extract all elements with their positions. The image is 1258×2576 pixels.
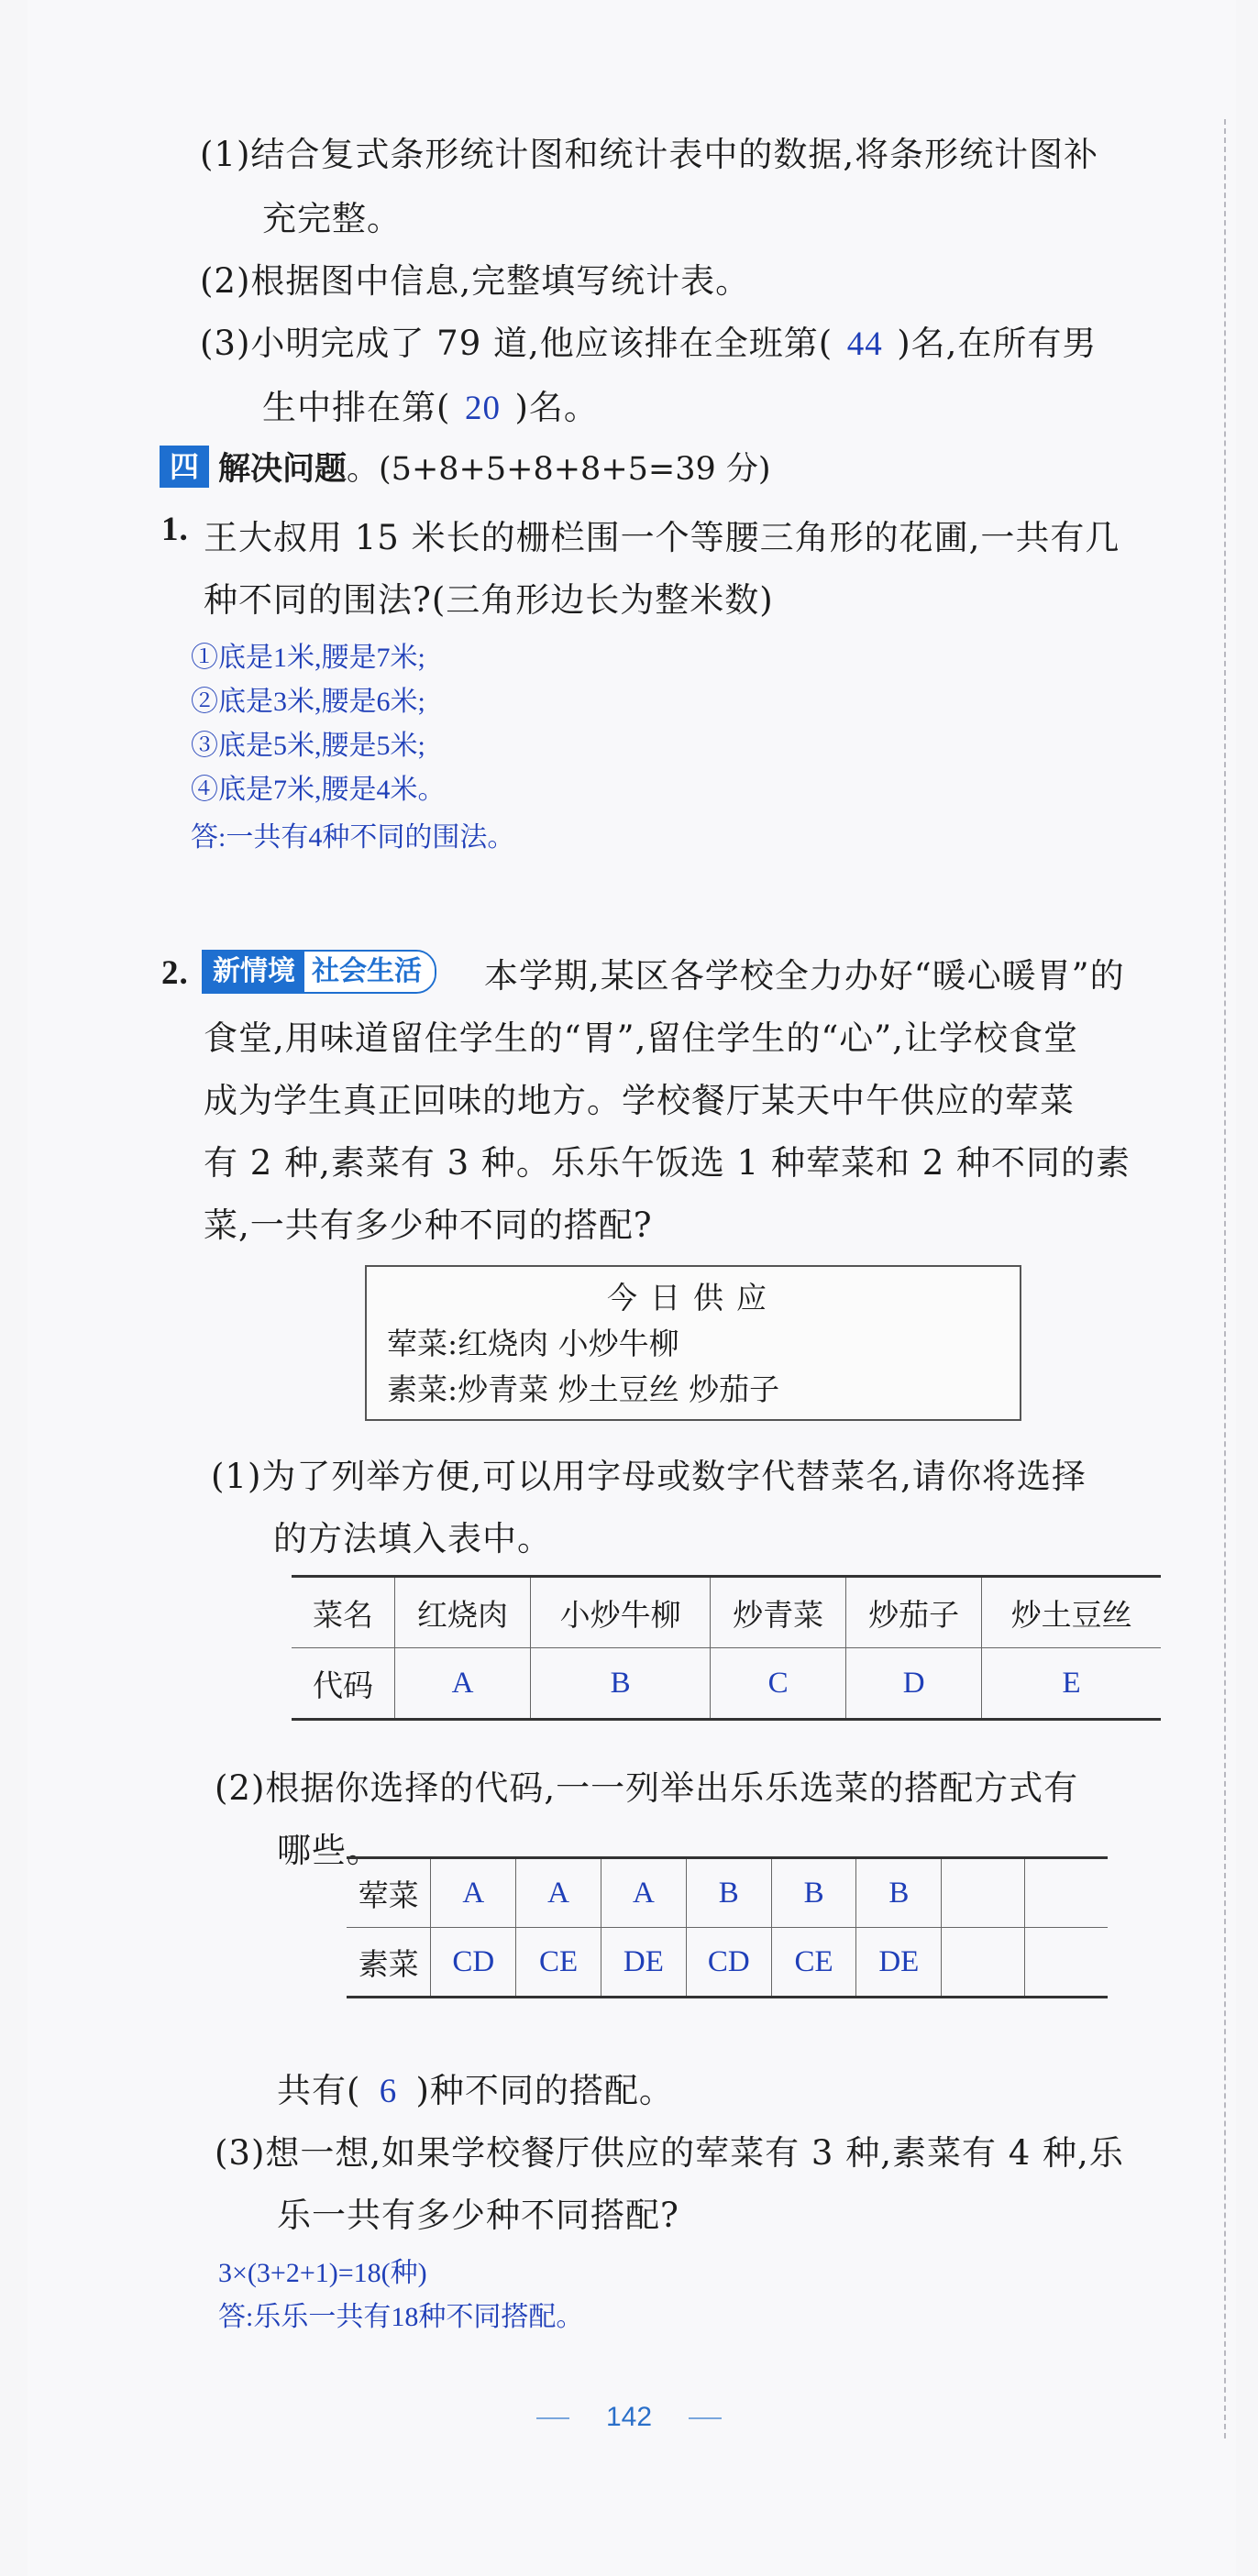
table-cell-veg: DE — [601, 1928, 686, 1998]
problem2-sub1-line2: 的方法填入表中。 — [273, 1519, 552, 1558]
q3-part3-text-d: )名。 — [514, 388, 599, 427]
table-meat-label: 荤菜 — [347, 1858, 431, 1928]
tag-new-context: 新情境 — [204, 952, 304, 992]
problem1-line2: 种不同的围法?(三角形边长为整米数) — [204, 580, 774, 620]
q3-part1-line2: 充完整。 — [262, 199, 402, 238]
table-header-label: 菜名 — [292, 1577, 395, 1648]
problem2-line3: 成为学生真正回味的地方。学校餐厅某天中午供应的荤菜 — [204, 1081, 1075, 1120]
problem2-total-line — [277, 2063, 674, 2112]
problem2-sub3-calculation: 3×(3+2+1)=18(种) — [218, 2258, 427, 2288]
context-tag — [202, 950, 436, 994]
problem2-context-tag — [202, 950, 436, 994]
table-cell-veg: CE — [516, 1928, 601, 1998]
table-cell-code: A — [395, 1648, 531, 1720]
problem2-sub2-line1: (2)根据你选择的代码,一一列举出乐乐选菜的搭配方式有 — [215, 1768, 1079, 1808]
problem2-line5: 菜,一共有多少种不同的搭配? — [204, 1205, 653, 1245]
problem1-line1: 王大叔用 15 米长的栅栏围一个等腰三角形的花圃,一共有几 — [204, 518, 1120, 557]
section-header — [160, 444, 771, 490]
problem2-line1: 本学期,某区各学校全力办好“暖心暖胃”的 — [484, 956, 1125, 996]
q3-rank-class-answer: 44 — [846, 325, 883, 363]
page-number: 142 — [605, 2402, 653, 2432]
table-cell-meat: A — [431, 1858, 516, 1928]
tag-social-life: 社会生活 — [304, 952, 435, 992]
problem1-answer-1: ①底是1米,腰是7米; — [191, 643, 425, 673]
q3-part2: (2)根据图中信息,完整填写统计表。 — [200, 261, 751, 301]
problem2-number: 2. — [161, 954, 189, 992]
table-row — [347, 1928, 1108, 1998]
dish-code-table — [292, 1575, 1161, 1721]
problem1-answer-4: ④底是7米,腰是4米。 — [191, 775, 446, 805]
problem1-answer-3: ③底是5米,腰是5米; — [191, 731, 425, 761]
footer-left-dash — [536, 2417, 569, 2419]
problem2-sub3-line1: (3)想一想,如果学校餐厅供应的荤菜有 3 种,素菜有 4 种,乐 — [215, 2133, 1124, 2173]
table-cell-veg: CD — [431, 1928, 516, 1998]
q3-part3-text-c: 生中排在第( — [262, 388, 451, 427]
problem2-sub3-conclusion: 答:乐乐一共有18种不同搭配。 — [218, 2302, 584, 2332]
problem2-line4: 有 2 种,素菜有 3 种。乐乐午饭选 1 种荤菜和 2 种不同的素 — [204, 1143, 1131, 1183]
total-text-b: )种不同的搭配。 — [415, 2071, 674, 2110]
footer-right-dash — [689, 2417, 722, 2419]
table-cell-meat: A — [516, 1858, 601, 1928]
table-cell-dish: 小炒牛柳 — [531, 1577, 711, 1648]
table-cell-veg: CE — [771, 1928, 856, 1998]
q3-part3-line1 — [200, 315, 1097, 365]
section-score: 。(5+8+5+8+8+5=39 分) — [347, 451, 771, 488]
table-cell-veg: CD — [686, 1928, 771, 1998]
problem1-number: 1. — [161, 511, 189, 548]
table-row — [292, 1577, 1161, 1648]
table-cell-dish: 炒茄子 — [846, 1577, 982, 1648]
table-veg-label: 素菜 — [347, 1928, 431, 1998]
q3-part3-text-b: )名,在所有男 — [897, 324, 1098, 363]
total-combinations-answer: 6 — [379, 2073, 398, 2110]
table-cell-veg — [942, 1928, 1025, 1998]
table-cell-meat: B — [686, 1858, 771, 1928]
menu-meat-dishes: 荤菜:红烧肉 小炒牛柳 — [387, 1326, 679, 1361]
table-cell-meat: B — [856, 1858, 942, 1928]
problem1-answer-conclusion: 答:一共有4种不同的围法。 — [191, 822, 515, 853]
table-row — [347, 1858, 1108, 1928]
problem2-sub1-line1: (1)为了列举方便,可以用字母或数字代替菜名,请你将选择 — [211, 1457, 1087, 1496]
table-cell-meat — [942, 1858, 1025, 1928]
problem2-sub2-line2: 哪些。 — [277, 1831, 381, 1870]
total-text-a: 共有( — [277, 2071, 361, 2110]
problem1-answer-2: ②底是3米,腰是6米; — [191, 687, 425, 717]
combination-table — [347, 1856, 1108, 1998]
table-cell-code: C — [711, 1648, 846, 1720]
table-cell-code: E — [982, 1648, 1161, 1720]
q3-part3-text-a: (3)小明完成了 79 道,他应该排在全班第( — [200, 324, 833, 363]
table-cell-dish: 炒土豆丝 — [982, 1577, 1161, 1648]
menu-box — [365, 1265, 1021, 1421]
page-footer — [0, 2402, 1258, 2433]
table-cell-meat — [1025, 1858, 1108, 1928]
table-code-label: 代码 — [292, 1648, 395, 1720]
margin-dashed-line — [1224, 119, 1226, 2438]
section-title: 解决问题 — [218, 451, 348, 488]
table-cell-veg: DE — [856, 1928, 942, 1998]
table-cell-code: D — [846, 1648, 982, 1720]
q3-part1-line1: (1)结合复式条形统计图和统计表中的数据,将条形统计图补 — [200, 135, 1099, 174]
table-cell-dish: 红烧肉 — [395, 1577, 531, 1648]
menu-veg-dishes: 素菜:炒青菜 炒土豆丝 炒茄子 — [387, 1371, 780, 1407]
table-cell-dish: 炒青菜 — [711, 1577, 846, 1648]
section-number-badge: 四 — [160, 446, 209, 488]
q3-rank-boys-answer: 20 — [464, 390, 501, 427]
table-cell-code: B — [531, 1648, 711, 1720]
table-row — [292, 1648, 1161, 1720]
problem2-line2: 食堂,用味道留住学生的“胃”,留住学生的“心”,让学校食堂 — [204, 1018, 1078, 1058]
problem2-sub3-line2: 乐一共有多少种不同搭配? — [277, 2196, 679, 2235]
table-cell-veg — [1025, 1928, 1108, 1998]
table-cell-meat: B — [771, 1858, 856, 1928]
table-cell-meat: A — [601, 1858, 686, 1928]
q3-part3-line2 — [262, 380, 599, 429]
menu-title: 今日供应 — [607, 1280, 779, 1316]
